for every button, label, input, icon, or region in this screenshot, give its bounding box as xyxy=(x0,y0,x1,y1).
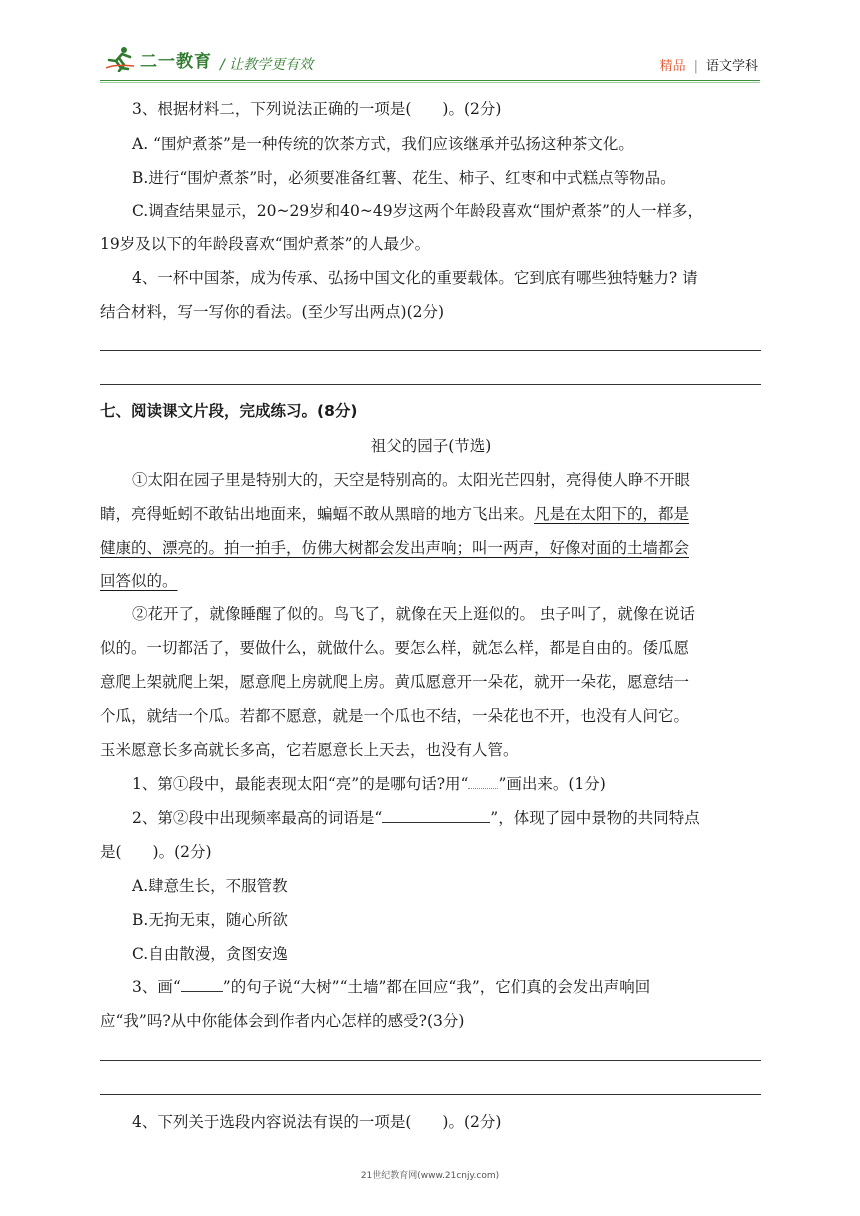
passage-p1-line3 xyxy=(100,531,762,565)
logo xyxy=(104,46,212,72)
subq2-text-a: 2、第②段中出现频率最高的词语是“ xyxy=(132,809,383,827)
underline-sample xyxy=(468,772,498,789)
subq2-line2: 是( )。(2分) xyxy=(100,843,212,861)
header-subject xyxy=(660,55,758,74)
q4-line2: 结合材料，写一写你的看法。(至少写出两点)(2分) xyxy=(100,303,445,321)
passage-p1-line4 xyxy=(100,564,762,598)
subq2 xyxy=(100,801,762,835)
q3-stem: 3、根据材料二，下列说法正确的一项是( )。(2分) xyxy=(132,100,502,118)
subq4: 4、下列关于选段内容说法有误的一项是( )。(2分) xyxy=(132,1113,502,1131)
subq2-option-c: C.自由散漫，贪图安逸 xyxy=(132,945,288,963)
passage-title: 祖父的园子(节选) xyxy=(370,437,492,455)
subq2-option-a: A.肆意生长，不服管教 xyxy=(132,877,288,895)
fill-blank[interactable] xyxy=(382,806,490,823)
passage-p1-line2 xyxy=(100,497,762,531)
passage-p2-line4: 个瓜，就结一个瓜。若都不愿意，就是一个瓜也不结，一朵花也不开，也没有人问它。 xyxy=(100,707,690,725)
section-heading: 七、阅读课文片段，完成练习。(8分) xyxy=(100,402,358,420)
q3-option-b: B.进行“围炉煮茶”时，必须要准备红薯、花生、柿子、红枣和中式糕点等物品。 xyxy=(132,169,676,187)
answer-line[interactable] xyxy=(100,1094,761,1095)
subq2-text-b: ”，体现了园中景物的共同特点 xyxy=(490,809,700,827)
slogan-text: 让教学更有效 xyxy=(229,57,314,73)
header-slogan: / 让教学更有效 xyxy=(220,57,314,73)
passage-p2-line1: ②花开了，就像睡醒了似的。鸟飞了，就像在天上逛似的。 虫子叫了，就像在说话 xyxy=(132,605,695,623)
passage-p2-line3: 意爬上架就爬上架，愿意爬上房就爬上房。黄瓜愿意开一朵花，就开一朵花，愿意结一 xyxy=(100,673,690,691)
underlined-sentence: 健康的、漂亮的。拍一拍手，仿佛大树都会发出声响；叫一两声，好像对面的土墙都会 xyxy=(100,539,690,557)
underlined-sentence: 回答似的。 xyxy=(100,572,178,590)
subq2-option-b: B.无拘无束，随心所欲 xyxy=(132,911,288,929)
q3-option-a: A. “围炉煮茶”是一种传统的饮茶方式，我们应该继承并弘扬这种茶文化。 xyxy=(132,135,634,153)
passage-p2-line5: 玉米愿意长多高就长多高，它若愿意长上天去，也没有人管。 xyxy=(100,741,519,759)
logo-text: 二一教育 xyxy=(140,51,212,72)
subq1-text-b: ”画出来。(1分) xyxy=(498,775,606,793)
subq3-line2: 应“我”吗?从中你能体会到作者内心怎样的感受?(3分) xyxy=(100,1012,465,1030)
header-rule xyxy=(100,80,760,81)
subq3-text-a: 3、画“ xyxy=(132,978,181,996)
quality-label: 精品 xyxy=(659,59,686,74)
answer-line[interactable] xyxy=(100,1060,761,1061)
passage-p1-line1: ①太阳在园子里是特别大的，天空是特别高的。太阳光芒四射，亮得使人睁不开眼 xyxy=(132,471,691,489)
header-divider: | xyxy=(693,59,698,74)
plain-text: 睛，亮得蚯蚓不敢钻出地面来，蝙蝠不敢从黑暗的地方飞出来。 xyxy=(100,505,535,523)
runner-logo-icon xyxy=(104,46,138,72)
q4-line1: 4、一杯中国茶，成为传承、弘扬中国文化的重要载体。它到底有哪些独特魅力? 请 xyxy=(132,269,698,287)
underline-sample xyxy=(181,975,223,992)
underlined-sentence: 凡是在太阳下的，都是 xyxy=(534,505,690,523)
subq1 xyxy=(100,767,762,801)
subq1-text-a: 1、第①段中，最能表现太阳“亮”的是哪句话?用“ xyxy=(132,775,469,793)
subq3 xyxy=(100,970,762,1004)
page-header xyxy=(100,40,760,88)
subq3-text-b: ”的句子说“大树”“土墙”都在回应“我”，它们真的会发出声响回 xyxy=(222,978,651,996)
answer-line[interactable] xyxy=(100,384,761,385)
subject-label: 语文学科 xyxy=(705,59,758,74)
q3-option-c-line1: C.调查结果显示，20~29岁和40~49岁这两个年龄段喜欢“围炉煮茶”的人一样多， xyxy=(132,202,703,220)
passage-p2-line2: 似的。一切都活了，要做什么，就做什么。要怎么样，就怎么样，都是自由的。倭瓜愿 xyxy=(100,639,690,657)
header-rule-secondary xyxy=(100,82,760,83)
page-footer: 21世纪教育网(www.21cnjy.com) xyxy=(360,1171,500,1181)
answer-line[interactable] xyxy=(100,350,761,351)
q3-option-c-line2: 19岁及以下的年龄段喜欢“围炉煮茶”的人最少。 xyxy=(100,235,431,253)
